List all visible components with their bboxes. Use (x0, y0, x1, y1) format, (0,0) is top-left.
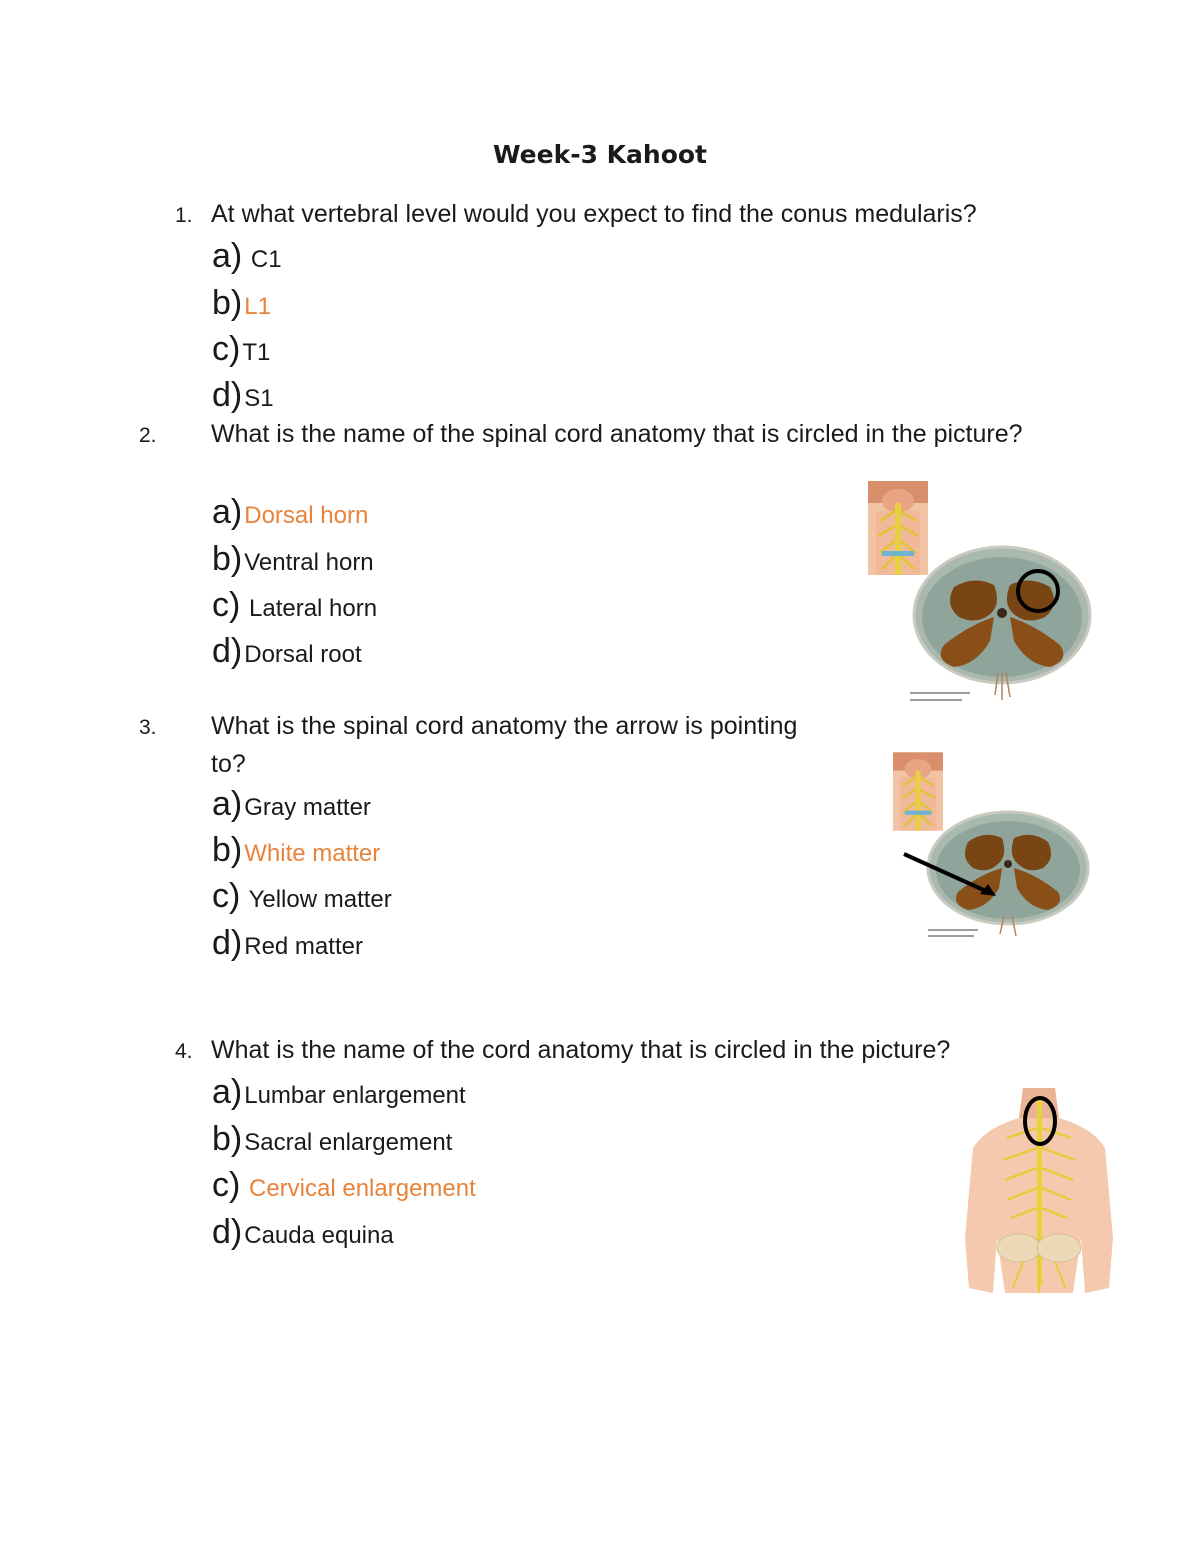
option-text: Lumbar enlargement (244, 1082, 466, 1109)
option-4a (212, 1072, 466, 1116)
question-number: 4. (175, 1040, 193, 1063)
option-text: Sacral enlargement (244, 1129, 453, 1156)
question-text: At what vertebral level would you expect to find the conus medularis? (211, 200, 977, 228)
option-letter: b) (212, 831, 243, 869)
question-number: 3. (139, 716, 157, 739)
page-title: Week-3 Kahoot (492, 140, 708, 169)
option-text: Yellow matter (242, 886, 392, 913)
option-text: Lateral horn (242, 595, 378, 622)
option-2d (212, 631, 362, 675)
option-letter: d) (212, 632, 243, 670)
option-text: S1 (244, 385, 274, 412)
option-text: Red matter (244, 933, 363, 960)
option-letter: a) (212, 1073, 243, 1111)
question-4 (175, 1032, 950, 1070)
option-2c (212, 585, 377, 629)
option-text: Cauda equina (244, 1222, 394, 1249)
option-2b (212, 539, 374, 583)
option-2a (212, 492, 368, 536)
option-text: White matter (244, 840, 381, 867)
option-letter: a) (212, 493, 243, 531)
option-letter: c) (212, 586, 241, 624)
option-text: Ventral horn (244, 549, 374, 576)
question-number: 2. (139, 424, 157, 447)
option-3a (212, 784, 371, 828)
option-letter: d) (212, 1213, 243, 1251)
spinal-cord-arrow-figure (900, 808, 1090, 948)
option-letter: c) (212, 1166, 241, 1204)
option-text: L1 (244, 293, 271, 320)
question-text: What is the name of the spinal cord anatomy that is circled in the picture? (211, 420, 1023, 448)
option-text: Dorsal root (244, 641, 362, 668)
option-letter: d) (212, 924, 243, 962)
option-1a (212, 236, 282, 280)
question-3 (139, 708, 811, 782)
question-1 (175, 196, 977, 234)
question-text: What is the name of the cord anatomy that is circled in the picture? (211, 1036, 951, 1064)
option-text: Gray matter (244, 794, 371, 821)
option-letter: b) (212, 540, 243, 578)
option-text: Cervical enlargement (242, 1175, 476, 1202)
option-letter: b) (212, 284, 243, 322)
option-letter: b) (212, 1120, 243, 1158)
option-3c (212, 876, 392, 920)
option-text: T1 (242, 339, 271, 366)
back-spine-figure (963, 1088, 1115, 1298)
question-2 (139, 416, 1041, 454)
option-letter: c) (212, 877, 241, 915)
option-4d (212, 1212, 394, 1256)
question-number: 1. (175, 204, 193, 227)
option-1c (212, 329, 270, 373)
option-3b (212, 830, 380, 874)
option-letter: a) (212, 785, 243, 823)
option-4c (212, 1165, 476, 1209)
option-4b (212, 1119, 452, 1163)
option-3d (212, 923, 363, 967)
option-text: C1 (244, 246, 282, 273)
option-text: Dorsal horn (244, 502, 369, 529)
question-text: What is the spinal cord anatomy the arrow is pointing to? (211, 712, 798, 778)
option-1b (212, 283, 271, 327)
option-letter: a) (212, 237, 243, 275)
spinal-cord-cross-section-figure (910, 545, 1100, 705)
option-letter: d) (212, 376, 243, 414)
option-letter: c) (212, 330, 241, 368)
option-1d (212, 375, 274, 419)
